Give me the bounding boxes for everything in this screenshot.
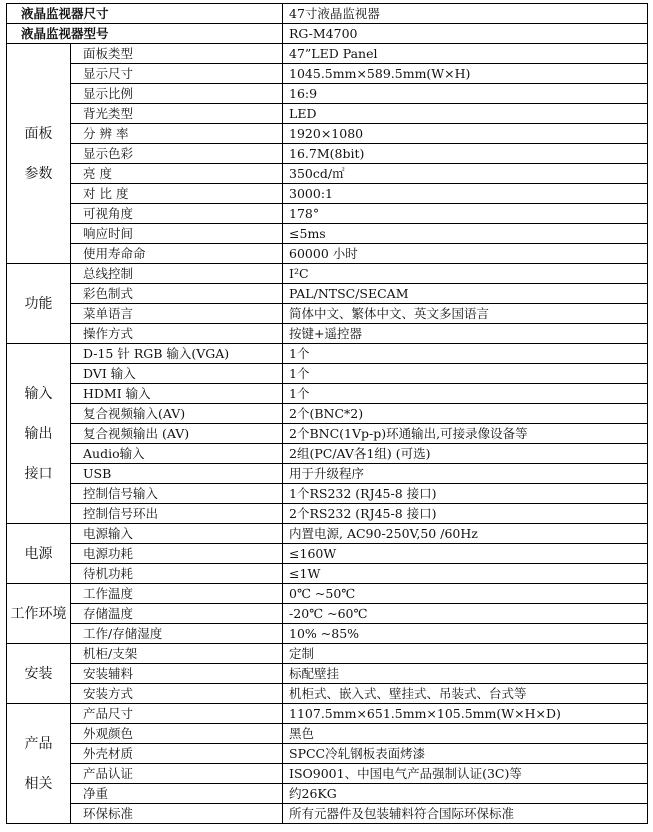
spec-row [7,684,648,704]
spec-label: 显示比例 [71,84,283,104]
spec-value: 1107.5mm×651.5mm×105.5mm(W×H×D) [283,704,648,724]
spec-row [7,384,648,404]
spec-value: ISO9001、中国电气产品强制认证(3C)等 [283,764,648,784]
spec-value: 0℃ ~50℃ [283,584,648,604]
header-value: RG-M4700 [283,24,648,44]
spec-row [7,164,648,184]
spec-label: 背光类型 [71,104,283,124]
spec-value: 1个RS232 (RJ45-8 接口) [283,484,648,504]
spec-label: Audio输入 [71,444,283,464]
spec-row [7,484,648,504]
spec-row [7,524,648,544]
spec-label: 使用寿命命 [71,244,283,264]
spec-label: 分 辨 率 [71,124,283,144]
spec-value: ≤1W [283,564,648,584]
spec-value: 所有元器件及包装辅料符合国际环保标准 [283,804,648,824]
spec-value: 2个(BNC*2) [283,404,648,424]
spec-value: 约26KG [283,784,648,804]
spec-label: 显示尺寸 [71,64,283,84]
spec-row [7,64,648,84]
header-row [7,4,648,24]
spec-label: 控制信号输入 [71,484,283,504]
spec-value: 用于升级程序 [283,464,648,484]
spec-row [7,144,648,164]
spec-value: 1个 [283,344,648,364]
category-cell: 电源 [7,524,71,584]
spec-value: 1个 [283,364,648,384]
spec-label: 安装辅料 [71,664,283,684]
spec-table-body [7,4,648,824]
spec-row [7,784,648,804]
spec-value: -20℃ ~60℃ [283,604,648,624]
spec-row [7,204,648,224]
spec-label: 亮 度 [71,164,283,184]
spec-label: USB [71,464,283,484]
spec-row [7,744,648,764]
spec-label: DVI 输入 [71,364,283,384]
spec-value: 16.7M(8bit) [283,144,648,164]
spec-row [7,244,648,264]
spec-label: 外观颜色 [71,724,283,744]
spec-row [7,464,648,484]
spec-label: 操作方式 [71,324,283,344]
spec-row [7,304,648,324]
header-label: 液晶监视器型号 [7,24,283,44]
spec-row [7,84,648,104]
category-cell: 面板 参数 [7,44,71,264]
spec-value: 机柜式、嵌入式、壁挂式、吊装式、台式等 [283,684,648,704]
spec-value: 2组(PC/AV各1组) (可选) [283,444,648,464]
spec-label: 彩色制式 [71,284,283,304]
spec-row [7,124,648,144]
spec-row [7,344,648,364]
spec-label: 净重 [71,784,283,804]
spec-value: 定制 [283,644,648,664]
spec-row [7,664,648,684]
spec-row [7,184,648,204]
spec-label: D-15 针 RGB 输入(VGA) [71,344,283,364]
spec-value: 标配壁挂 [283,664,648,684]
spec-row [7,444,648,464]
spec-label: 环保标准 [71,804,283,824]
spec-value: 2个BNC(1Vp-p)环通输出,可接录像设备等 [283,424,648,444]
category-cell: 功能 [7,264,71,344]
spec-label: 复合视频输出 (AV) [71,424,283,444]
spec-value: 按键+遥控器 [283,324,648,344]
header-row [7,24,648,44]
spec-value: 2个RS232 (RJ45-8 接口) [283,504,648,524]
spec-value: 1920×1080 [283,124,648,144]
spec-label: 可视角度 [71,204,283,224]
spec-row [7,624,648,644]
spec-label: 待机功耗 [71,564,283,584]
spec-label: 工作/存储湿度 [71,624,283,644]
spec-row [7,504,648,524]
header-value: 47寸液晶监视器 [283,4,648,24]
spec-label: 电源输入 [71,524,283,544]
spec-label: 复合视频输入(AV) [71,404,283,424]
spec-value: 47”LED Panel [283,44,648,64]
spec-row [7,424,648,444]
header-label: 液晶监视器尺寸 [7,4,283,24]
spec-value: 178° [283,204,648,224]
spec-label: 产品尺寸 [71,704,283,724]
spec-row [7,284,648,304]
spec-value: ≤5ms [283,224,648,244]
spec-label: 菜单语言 [71,304,283,324]
spec-value: 简体中文、繁体中文、英文多国语言 [283,304,648,324]
spec-row [7,264,648,284]
spec-label: 显示色彩 [71,144,283,164]
spec-label: 外壳材质 [71,744,283,764]
spec-value: LED [283,104,648,124]
spec-row [7,724,648,744]
spec-value: 3000:1 [283,184,648,204]
spec-row [7,224,648,244]
spec-row [7,104,648,124]
spec-value: ≤160W [283,544,648,564]
spec-row [7,404,648,424]
spec-label: 电源功耗 [71,544,283,564]
spec-label: 控制信号环出 [71,504,283,524]
spec-value: 黑色 [283,724,648,744]
spec-label: 工作温度 [71,584,283,604]
spec-label: 响应时间 [71,224,283,244]
spec-row [7,604,648,624]
spec-row [7,564,648,584]
spec-label: 安装方式 [71,684,283,704]
spec-row [7,324,648,344]
spec-value: I²C [283,264,648,284]
spec-value: 60000 小时 [283,244,648,264]
spec-value: 内置电源, AC90-250V,50 /60Hz [283,524,648,544]
spec-label: 总线控制 [71,264,283,284]
spec-label: 机柜/支架 [71,644,283,664]
spec-label: 面板类型 [71,44,283,64]
spec-value: 16:9 [283,84,648,104]
spec-row [7,544,648,564]
spec-label: 存储温度 [71,604,283,624]
spec-value: 1045.5mm×589.5mm(W×H) [283,64,648,84]
spec-row [7,804,648,824]
spec-value: 10% ~85% [283,624,648,644]
category-cell: 工作环境 [7,584,71,644]
category-cell: 安装 [7,644,71,704]
category-cell: 产品 相关 [7,704,71,824]
spec-row [7,364,648,384]
spec-label: 对 比 度 [71,184,283,204]
spec-row [7,584,648,604]
spec-value: SPCC冷轧钢板表面烤漆 [283,744,648,764]
category-cell: 输入 输出 接口 [7,344,71,524]
spec-value: PAL/NTSC/SECAM [283,284,648,304]
spec-label: HDMI 输入 [71,384,283,404]
spec-table [6,3,648,824]
spec-row [7,644,648,664]
spec-row [7,704,648,724]
spec-row [7,764,648,784]
spec-value: 350cd/㎡ [283,164,648,184]
spec-label: 产品认证 [71,764,283,784]
spec-row [7,44,648,64]
spec-value: 1个 [283,384,648,404]
